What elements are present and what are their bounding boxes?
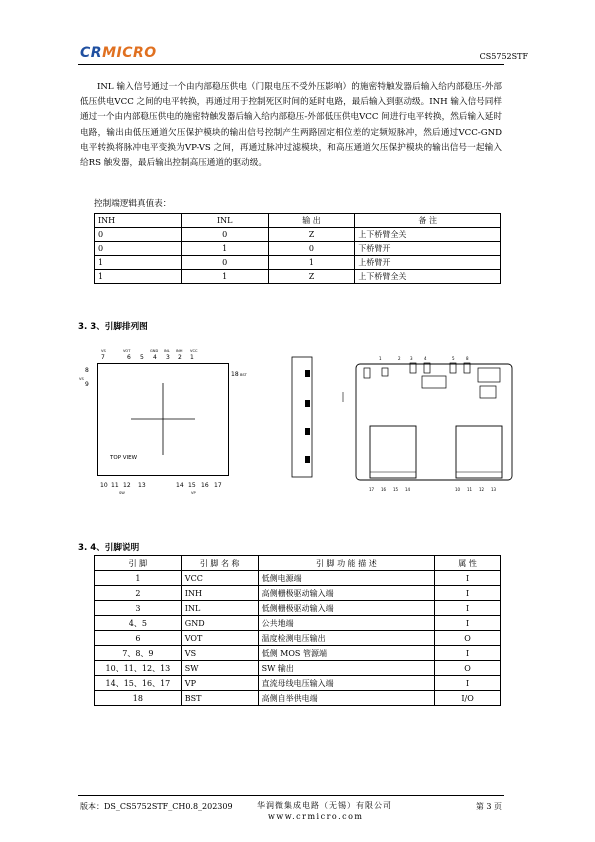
pin-number: 1: [190, 354, 194, 361]
pin-number: 7: [101, 354, 105, 361]
pin-number: 15: [188, 482, 196, 489]
package-footprint-view: [352, 360, 516, 484]
pin-number: 16: [201, 482, 209, 489]
pin-number: 5: [140, 354, 144, 361]
pin-number: 3: [166, 354, 170, 361]
truth-cell: 0: [95, 228, 182, 242]
pin-number: 9: [85, 381, 89, 388]
truth-cell: 1: [268, 256, 355, 270]
pin-cell: BST: [181, 691, 258, 706]
table-row: [95, 661, 501, 676]
pkg-pin-number: 17: [369, 487, 375, 492]
pin-cell: I: [435, 586, 501, 601]
pin-header-function: 引 脚 功 能 描 述: [258, 556, 435, 571]
pin-cell: 7、8、9: [95, 646, 182, 661]
pin-table-header-row: [95, 556, 501, 571]
pin-name-gnd: GND: [150, 349, 159, 353]
table-row: [95, 691, 501, 706]
pin-cell: 低侧栅极驱动输入端: [258, 601, 435, 616]
pin-number: 12: [123, 482, 131, 489]
logo-text-micro: MICRO: [102, 45, 157, 61]
table-row: [95, 571, 501, 586]
section-heading-pin-description: 3. 4、引脚说明: [78, 543, 140, 553]
pin-cell: O: [435, 661, 501, 676]
pin-cell: 高侧栅极驱动输入端: [258, 586, 435, 601]
pkg-pin-number: 4: [424, 356, 427, 361]
pin-number: 11: [111, 482, 119, 489]
truth-header-inh: INH: [95, 214, 182, 228]
pin-cell: 低侧电源端: [258, 571, 435, 586]
truth-table: [94, 213, 501, 284]
pin-name-inh: INH: [176, 349, 183, 353]
truth-header-inl: INL: [181, 214, 268, 228]
table-row: [95, 616, 501, 631]
pkg-pin-number: 16: [381, 487, 387, 492]
pin-cell: 14、15、16、17: [95, 676, 182, 691]
truth-cell: 0: [268, 242, 355, 256]
pkg-pin-number: 13: [491, 487, 497, 492]
pin-cell: I: [435, 646, 501, 661]
pin-name-inl: INL: [164, 349, 170, 353]
truth-cell: 上桥臂开: [355, 256, 501, 270]
pin-name-bst: BST: [240, 373, 247, 377]
table-row: [95, 676, 501, 691]
table-row: [95, 631, 501, 646]
pkg-pin-number: 8: [466, 356, 469, 361]
table-row: [95, 601, 501, 616]
pin-cell: 18: [95, 691, 182, 706]
pin-cell: I: [435, 616, 501, 631]
company-logo: [80, 45, 157, 61]
pkg-pin-number: 12: [479, 487, 485, 492]
pin-cell: 高侧自举供电端: [258, 691, 435, 706]
pin-cell: SW: [181, 661, 258, 676]
pin-cell: VCC: [181, 571, 258, 586]
truth-cell: 1: [95, 270, 182, 284]
pin-number: 10: [100, 482, 108, 489]
footer-divider: [78, 795, 504, 796]
pkg-pin-number: 10: [455, 487, 461, 492]
pin-name-sw: SW: [119, 491, 125, 495]
truth-table-caption: 控制端逻辑真值表：: [94, 199, 172, 209]
truth-cell: Z: [268, 270, 355, 284]
pin-number: 17: [214, 482, 222, 489]
pin-cell: O: [435, 631, 501, 646]
pkg-pin-number: 2: [398, 356, 401, 361]
pin-cell: INL: [181, 601, 258, 616]
table-row: [95, 646, 501, 661]
pin-cell: 公共地端: [258, 616, 435, 631]
pin-number: 6: [127, 354, 131, 361]
truth-cell: 0: [181, 256, 268, 270]
pkg-pin-number: 11: [467, 487, 473, 492]
truth-header-output: 输 出: [268, 214, 355, 228]
pin-cell: I: [435, 676, 501, 691]
document-id: CS5752STF: [479, 52, 528, 61]
pin-header-pin: 引 脚: [95, 556, 182, 571]
footer-version: 版本：DS_CS5752STF_CH0.8_202309: [80, 802, 233, 811]
intro-paragraph: INL 输入信号通过一个由内部稳压供电（门限电压不受外压影响）的施密特触发器后输入给内部稳压-外部低压供电VCC 之间的电平转换，再通过用于控制死区时间的延时电路，最后输入到驱动级。INH 输入信号同样通过一个由内部稳压供电的施密特触发器后输入给内部稳压-外部低压供电VCC 间进行电平转换，然后输入延时电路，输出由低压通道欠压保护模块的输出信号控制产生两路固定相位差的定频短脉冲，然后通过VCC-GND 电平转换将脉冲电平变换为VP-VS 之间，再通过脉冲过滤模块，和高压通道欠压保护模块的输出信号一起输入给RS 触发器，最后输出控制高压通道的驱动级。: [80, 82, 502, 169]
pin-cell: INH: [181, 586, 258, 601]
pkg-pin-number: 14: [405, 487, 411, 492]
pin-name-vp: VP: [191, 491, 196, 495]
header-divider: [78, 64, 504, 65]
pin-cell: 1: [95, 571, 182, 586]
pin-description-table: [94, 555, 501, 706]
pin-cell: I: [435, 571, 501, 586]
top-view-label: TOP VIEW: [110, 455, 138, 461]
truth-cell: 上下桥臂全关: [355, 228, 501, 242]
pin-number: 13: [138, 482, 146, 489]
pin-number: 8: [85, 367, 89, 374]
pin-cell: 3: [95, 601, 182, 616]
pin-cell: I: [435, 601, 501, 616]
pin-name-vot: VOT: [123, 349, 131, 353]
pin-header-attribute: 属 性: [435, 556, 501, 571]
table-row: [95, 586, 501, 601]
pin-name-vs-left: VS: [79, 377, 84, 381]
truth-cell: 0: [95, 242, 182, 256]
pin-cell: 4、5: [95, 616, 182, 631]
pkg-pin-number: 5: [452, 356, 455, 361]
pin-cell: 2: [95, 586, 182, 601]
table-row: [95, 242, 501, 256]
pin-cell: 6: [95, 631, 182, 646]
pkg-pin-number: 15: [393, 487, 399, 492]
pin-name-vcc: VCC: [190, 349, 198, 353]
table-row: [95, 228, 501, 242]
package-side-view: [290, 356, 314, 478]
pkg-pin-number: 1: [379, 356, 382, 361]
pin-number: 2: [178, 354, 182, 361]
truth-table-header-row: [95, 214, 501, 228]
pin-header-name: 引 脚 名 称: [181, 556, 258, 571]
truth-header-note: 备 注: [355, 214, 501, 228]
pin-cell: GND: [181, 616, 258, 631]
pin-name-vs-top: VS: [101, 349, 106, 353]
section-heading-pinout: 3. 3、引脚排列图: [78, 322, 148, 332]
logo-text-cr: CR: [80, 45, 103, 61]
pin-number: 18: [231, 371, 239, 378]
pin-cell: VS: [181, 646, 258, 661]
pin-cell: VOT: [181, 631, 258, 646]
pin-cell: 直流母线电压输入端: [258, 676, 435, 691]
truth-cell: 0: [181, 228, 268, 242]
pkg-pin-number: 3: [410, 356, 413, 361]
pin-number: 14: [176, 482, 184, 489]
table-row: [95, 256, 501, 270]
pin-cell: I/O: [435, 691, 501, 706]
pin-cell: SW 输出: [258, 661, 435, 676]
footer-page-number: 第 3 页: [475, 802, 502, 811]
pin-cell: VP: [181, 676, 258, 691]
footer-website-link[interactable]: www.crmicro.com: [268, 812, 364, 821]
pin-cell: 低侧 MOS 管源端: [258, 646, 435, 661]
table-row: [95, 270, 501, 284]
truth-cell: 下桥臂开: [355, 242, 501, 256]
truth-cell: 1: [181, 242, 268, 256]
truth-cell: 1: [95, 256, 182, 270]
truth-cell: 上下桥臂全关: [355, 270, 501, 284]
dimension-tick: [340, 392, 346, 402]
pin-cell: 10、11、12、13: [95, 661, 182, 676]
footer-company: 华润微集成电路（无锡）有限公司: [257, 801, 392, 810]
truth-cell: 1: [181, 270, 268, 284]
truth-cell: Z: [268, 228, 355, 242]
pin-cell: 温度检测电压输出: [258, 631, 435, 646]
pin-number: 4: [153, 354, 157, 361]
